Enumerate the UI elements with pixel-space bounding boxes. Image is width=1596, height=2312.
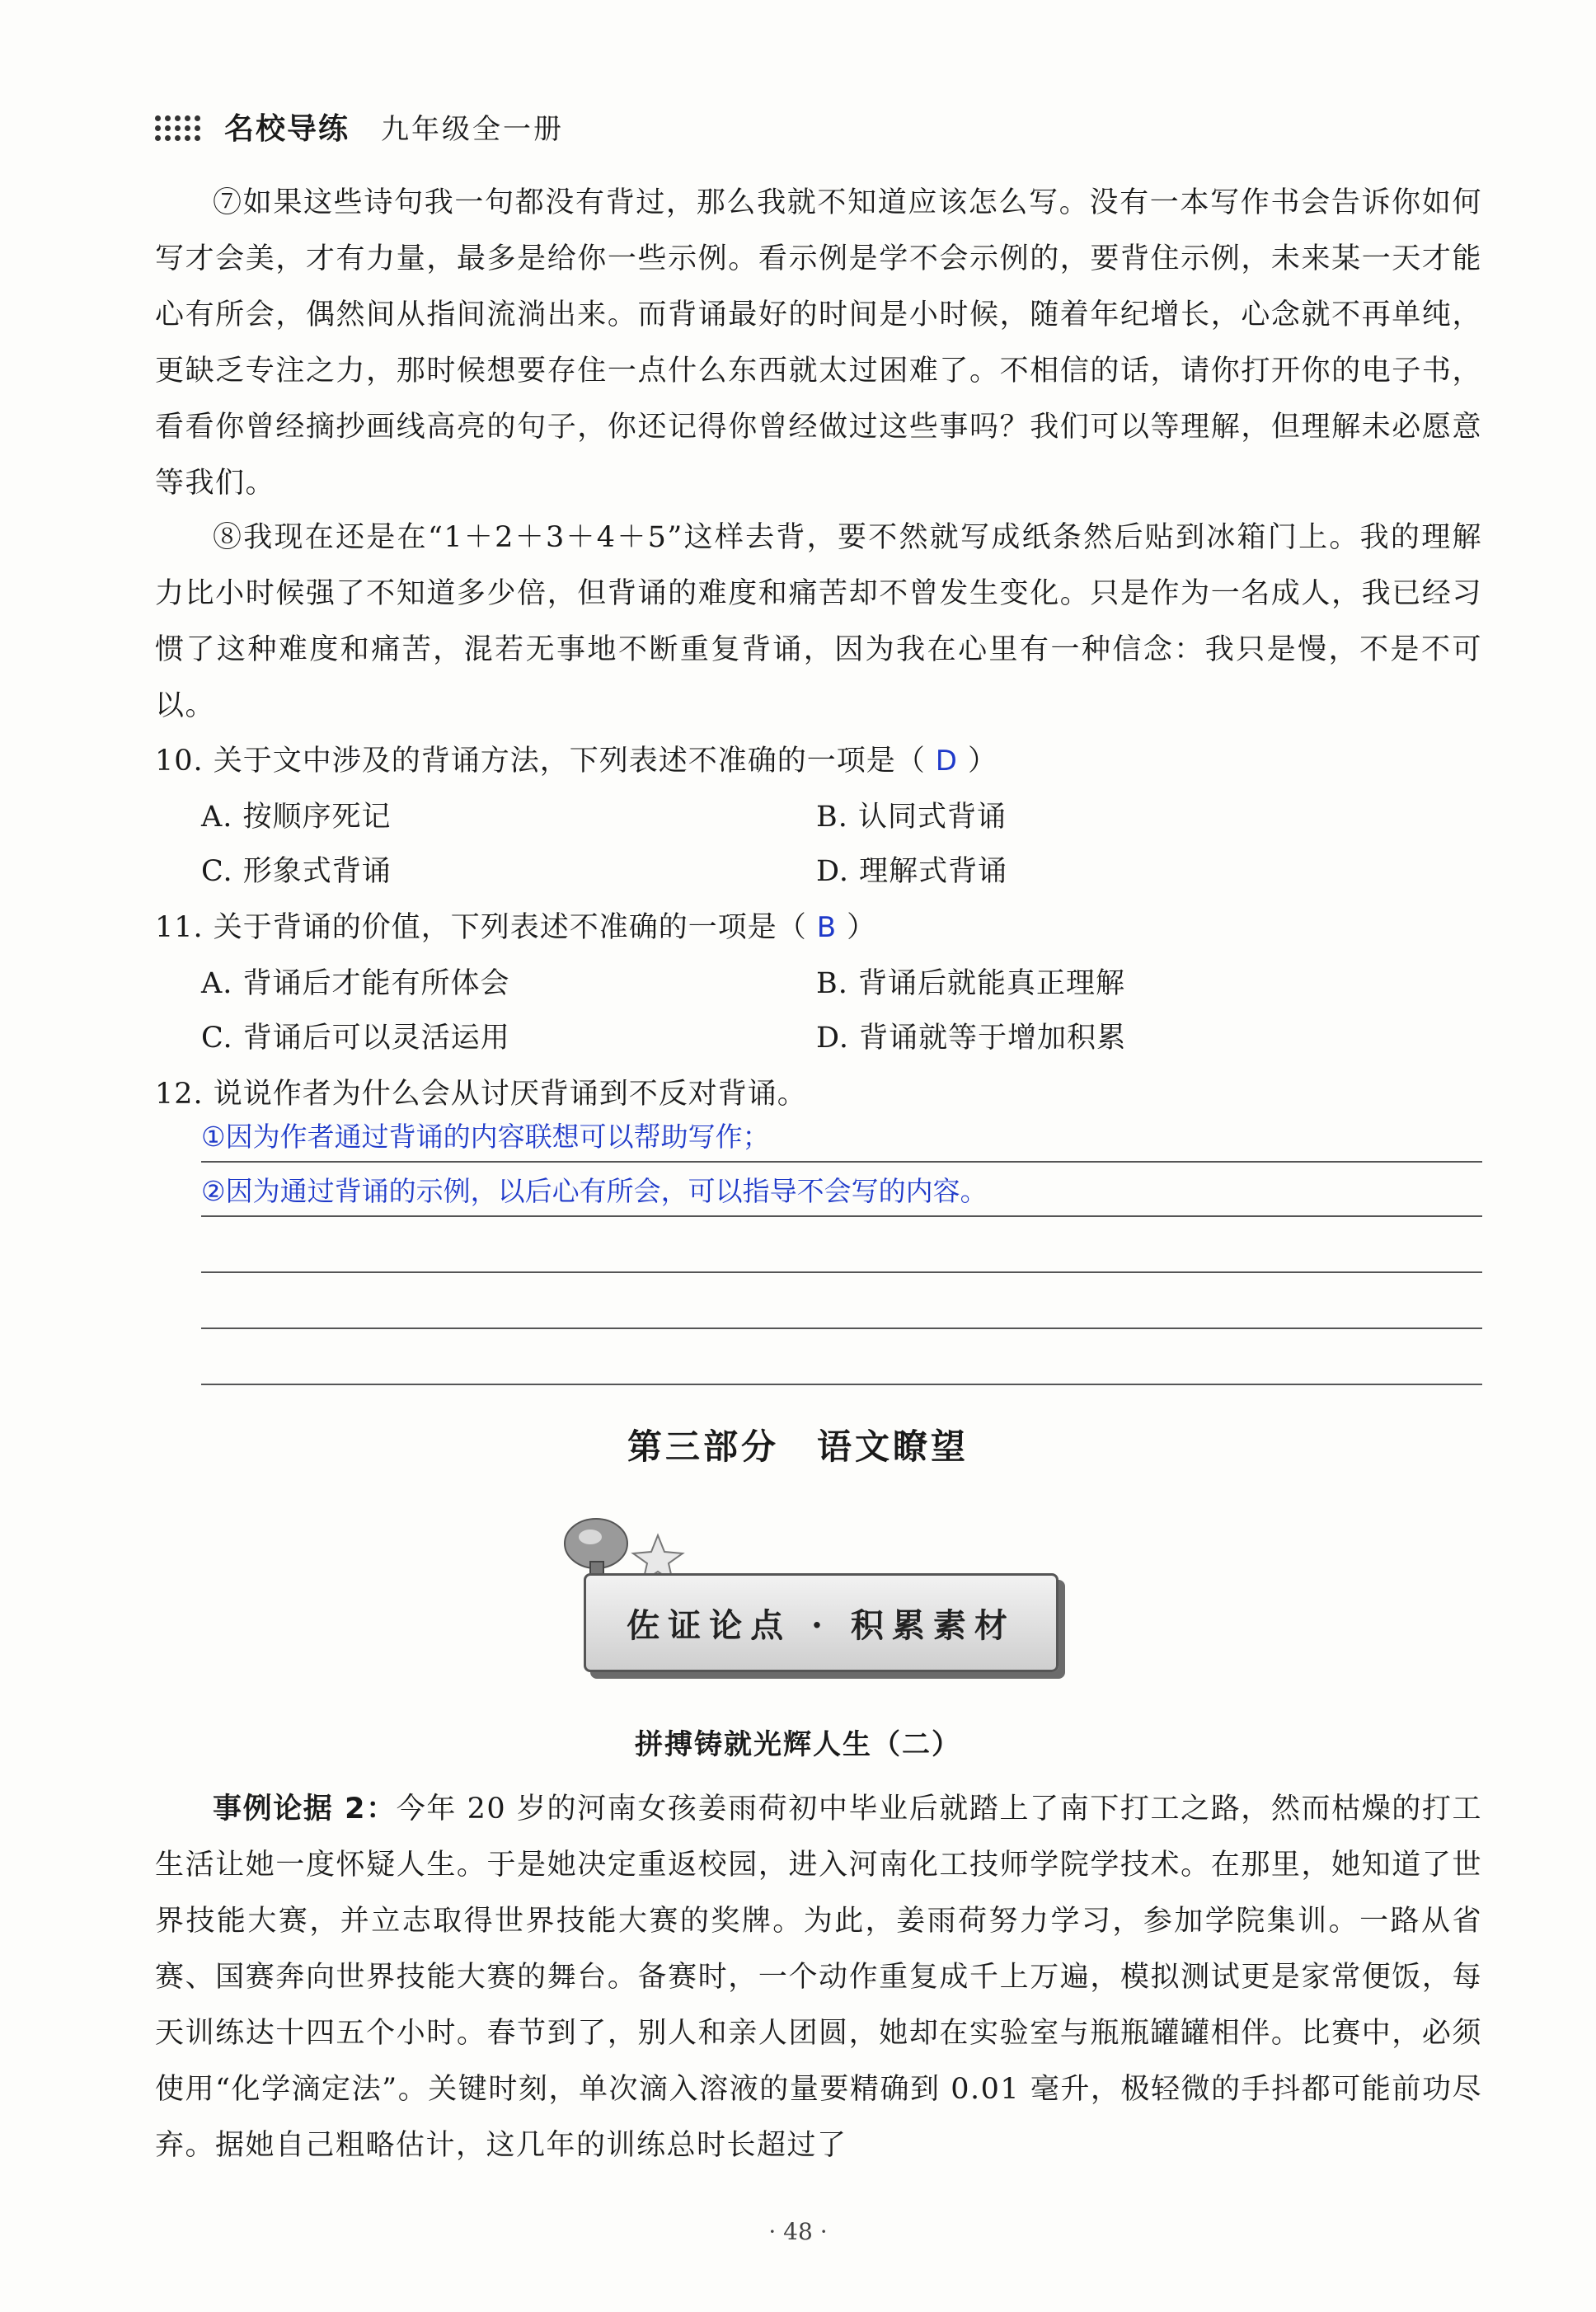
answer-line-4	[201, 1328, 1482, 1329]
brand-title: 名校导练	[224, 112, 350, 146]
question-10	[155, 734, 998, 788]
q12-answer-2: ②因为通过背诵的示例，以后心有所会，可以指导不会写的内容。	[201, 1175, 988, 1207]
question-10-stem-end: ）	[967, 745, 998, 778]
paragraph-8: ⑧我现在还是在“1＋2＋3＋4＋5”这样去背，要不然就写成纸条然后贴到冰箱门上。我的理解力比小时候强了不知道多少倍，但背诵的难度和痛苦却不曾发生变化。只是作为一名成人，我已经习惯了这种难度和痛苦，混若无事地不断重复背诵，因为我在心里有一种信念：我只是慢，不是不可以。	[155, 521, 1482, 722]
paragraph-7: ⑦如果这些诗句我一句都没有背过，那么我就不知道应该怎么写。没有一本写作书会告诉你如何写才会美，才有力量，最多是给你一些示例。看示例是学不会示例的，要背住示例，未来某一天才能心有所会，偶然间从指间流淌出来。而背诵最好的时间是小时候，随着年纪增长，心念就不再单纯，更缺乏专注之力，那时候想要存住一点什么东西就太过困难了。不相信的话，请你打开你的电子书，看看你曾经摘抄画线高亮的句子，你还记得你曾经做过这些事吗？我们可以等理解，但理解未必愿意等我们。	[155, 186, 1482, 500]
answer-line-3	[201, 1271, 1482, 1273]
q11-option-b: B. 背诵后就能真正理解	[816, 967, 1125, 1000]
case-label: 事例论据 2：	[213, 1793, 397, 1826]
article-title: 拼搏铸就光辉人生（二）	[635, 1728, 961, 1761]
q10-option-c: C. 形象式背诵	[201, 855, 392, 888]
q11-option-d: D. 背诵就等于增加积累	[816, 1022, 1127, 1055]
section-banner	[584, 1573, 1059, 1672]
question-11-answer: B	[816, 911, 838, 944]
section-banner-text: 佐证论点 · 积累素材	[627, 1605, 1016, 1645]
question-10-stem: 10. 关于文中涉及的背诵方法，下列表述不准确的一项是（	[155, 745, 926, 778]
page-number: · 48 ·	[768, 2218, 828, 2245]
page-header	[155, 106, 564, 148]
answer-line-1	[201, 1161, 1482, 1163]
answer-line-2	[201, 1215, 1482, 1217]
case-text: 今年 20 岁的河南女孩姜雨荷初中毕业后就踏上了南下打工之路，然而枯燥的打工生活让她一度怀疑人生。于是她决定重返校园，进入河南化工技师学院学技术。在那里，她知道了世界技能大赛，并立志取得世界技能大赛的奖牌。为此，姜雨荷努力学习，参加学院集训。一路从省赛、国赛奔向世界技能大赛的舞台。备赛时，一个动作重复成千上万遍，模拟测试更是家常便饭，每天训练达十四五个小时。春节到了，别人和亲人团圆，她却在实验室与瓶瓶罐罐相伴。比赛中，必须使用“化学滴定法”。关键时刻，单次滴入溶液的量要精确到 0.01 毫升，极轻微的手抖都可能前功尽弃。据她自己粗略估计，这几年的训练总时长超过了	[155, 1793, 1482, 2162]
q12-answer-1: ①因为作者通过背诵的内容联想可以帮助写作；	[201, 1121, 770, 1153]
q11-option-c: C. 背诵后可以灵活运用	[201, 1022, 510, 1055]
question-11-stem: 11. 关于背诵的价值，下列表述不准确的一项是（	[155, 911, 807, 944]
q11-option-a: A. 背诵后才能有所体会	[201, 967, 510, 1000]
q10-option-b: B. 认同式背诵	[816, 801, 1007, 834]
case-paragraph	[155, 1781, 1482, 2173]
question-10-answer: D	[935, 745, 958, 778]
answer-line-5	[201, 1384, 1482, 1385]
question-12: 12. 说说作者为什么会从讨厌背诵到不反对背诵。	[155, 1078, 807, 1111]
question-11	[155, 900, 876, 955]
section-title: 第三部分 语文瞭望	[627, 1426, 969, 1467]
dots-logo-icon	[155, 110, 208, 143]
q10-option-a: A. 按顺序死记	[201, 801, 392, 834]
q10-option-d: D. 理解式背诵	[816, 855, 1008, 888]
grade-label: 九年级全一册	[381, 113, 565, 146]
question-11-stem-end: ）	[847, 911, 877, 944]
